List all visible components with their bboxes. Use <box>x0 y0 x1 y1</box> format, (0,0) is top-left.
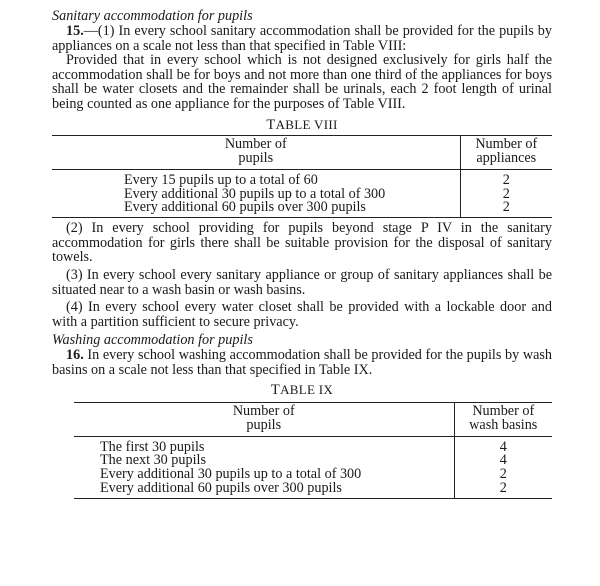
table-row-value: 4 <box>454 436 552 454</box>
table-ix-col1-header-line1: Number of <box>232 403 295 420</box>
table-row <box>52 201 552 217</box>
table-ix-caption: TABLE IX <box>270 382 334 399</box>
section-15-proviso: Provided that in every school which is not designed exclusively for girls half the accommodation shall be for boys and not more than one third of the appliances for boys shall be water closets and the remainder shall be urinals, each 2 foot length of urinal being counted as one appliance for the purposes of Table VIII. <box>52 52 552 112</box>
table-row <box>74 482 552 498</box>
table-row <box>52 169 552 187</box>
section-15-subsection-2: (2) In every school providing for pupils beyond stage P IV in the sanitary accommodation for girls there shall be suitable provision for the disposal of sanitary towels. <box>52 220 552 266</box>
section-15-number: 15. <box>66 23 84 39</box>
table-viii-col1-header-line2: pupils <box>238 149 274 166</box>
table-ix-col2-header-line2: wash basins <box>469 416 538 433</box>
table-row-value: 4 <box>454 454 552 468</box>
table-viii-col2-header-line2: appliances <box>476 149 537 166</box>
table-row-label: Every additional 60 pupils over 300 pupils <box>100 480 342 497</box>
table-ix-header <box>74 403 552 437</box>
table-ix-col2-header-line1: Number of <box>472 403 535 420</box>
table-row-value: 2 <box>460 169 552 187</box>
table-ix-col1-header-line2: pupils <box>246 416 282 433</box>
section-15-para-1-text: —(1) In every school sanitary accommodation shall be provided for the pupils by appliances on a scale not less than that specified in Table VIII: <box>52 23 552 54</box>
table-row-label: Every 15 pupils up to a total of 60 <box>124 171 318 188</box>
table-row-label: The next 30 pupils <box>100 452 206 469</box>
table-row-value: 2 <box>454 468 552 482</box>
table-viii-col2-header-line1: Number of <box>475 136 538 153</box>
section-15-subsection-4: (4) In every school every water closet shall be provided with a lockable door and with a partition sufficient to secure privacy. <box>52 299 552 330</box>
section-15-subsection-3: (3) In every school every sanitary appliance or group of sanitary appliances shall be situated near to a wash basin or wash basins. <box>52 266 552 298</box>
section-15-heading: Sanitary accommodation for pupils <box>52 8 253 24</box>
section-16-number: 16. <box>66 347 84 364</box>
table-row-label: Every additional 60 pupils over 300 pupils <box>124 199 366 216</box>
section-15-para-1 <box>52 24 552 53</box>
table-row-value: 2 <box>454 482 552 498</box>
table-ix <box>74 402 552 499</box>
regulations-page <box>52 8 552 499</box>
section-16-heading: Washing accommodation for pupils <box>52 332 253 349</box>
table-row-value: 2 <box>460 188 552 202</box>
table-viii-header <box>52 136 552 170</box>
table-row-label: Every additional 30 pupils up to a total of 300 <box>100 466 362 483</box>
table-row-value: 2 <box>460 201 552 217</box>
section-16-para-text: In every school washing accommodation shall be provided for the pupils by wash basins on a scale not less than that specified in Table IX. <box>52 347 552 378</box>
section-16-para <box>52 348 552 377</box>
table-viii-caption: TABLE VIII <box>266 116 338 133</box>
table-row-label: The first 30 pupils <box>100 438 205 455</box>
table-viii <box>52 135 552 218</box>
table-viii-col1-header-line1: Number of <box>224 136 287 153</box>
table-row-label: Every additional 30 pupils up to a total of 300 <box>124 185 386 202</box>
